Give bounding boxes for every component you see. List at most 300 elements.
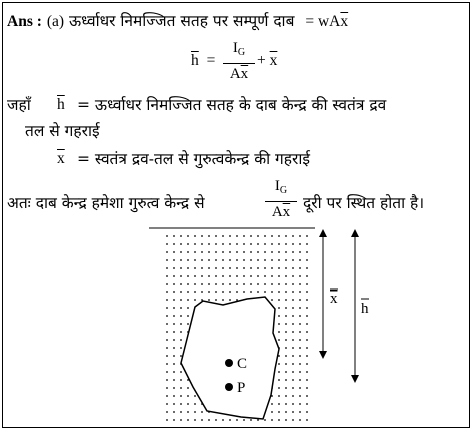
liquid-dot [166,419,168,421]
liquid-dot [299,403,301,405]
liquid-dot [236,275,238,277]
liquid-dot [306,275,308,277]
liquid-dot [166,339,168,341]
liquid-dot [264,291,266,293]
liquid-dot [271,299,273,301]
liquid-dot [292,331,294,333]
liquid-dot [187,419,189,421]
liquid-dot [292,243,294,245]
liquid-dot [187,267,189,269]
liquid-dot [187,307,189,309]
liquid-dot [208,291,210,293]
liquid-dot [180,419,182,421]
liquid-dot [285,411,287,413]
liquid-dot [243,251,245,253]
liquid-dot [166,259,168,261]
liquid-dot [173,259,175,261]
liquid-dot [201,411,203,413]
liquid-dot [222,251,224,253]
liquid-dot [306,347,308,349]
liquid-dot [166,347,168,349]
liquid-dot [257,419,259,421]
liquid-dot [278,395,280,397]
liquid-dot [292,411,294,413]
liquid-dot [292,363,294,365]
liquid-dot [278,363,280,365]
liquid-dot [187,243,189,245]
liquid-dot [278,307,280,309]
liquid-dot [285,355,287,357]
liquid-dot [285,251,287,253]
liquid-dot [187,283,189,285]
liquid-dot [208,299,210,301]
liquid-dot [166,395,168,397]
liquid-dot [299,379,301,381]
liquid-dot [215,243,217,245]
x-depth-label: x [330,291,338,307]
liquid-dot [187,259,189,261]
liquid-dot [285,299,287,301]
liquid-dot [278,403,280,405]
liquid-dot [271,259,273,261]
h-definition-1: = ऊर्ध्वाधर निमज्जित सतह के दाब केन्द्र की स्वतंत्र द्रव [77,96,387,114]
liquid-dot [173,307,175,309]
liquid-dot [278,291,280,293]
liquid-dot [173,339,175,341]
liquid-dot [180,291,182,293]
liquid-dot [299,267,301,269]
liquid-dot [292,235,294,237]
liquid-dot [208,275,210,277]
liquid-dot [278,259,280,261]
liquid-dot [292,395,294,397]
liquid-dot [243,419,245,421]
liquid-dot [299,259,301,261]
liquid-dot [173,363,175,365]
liquid-dot [201,283,203,285]
liquid-dot [187,387,189,389]
liquid-dot [250,251,252,253]
liquid-dot [236,291,238,293]
liquid-dot [173,347,175,349]
liquid-dot [187,395,189,397]
liquid-dot [187,275,189,277]
liquid-dot [166,411,168,413]
total-pressure-text: ऊर्ध्वाधर निमज्जित सतह पर सम्पूर्ण दाब [68,12,295,30]
liquid-dot [257,251,259,253]
liquid-dot [264,275,266,277]
liquid-dot [299,291,301,293]
liquid-dot [180,299,182,301]
liquid-dot [166,403,168,405]
liquid-dot [278,339,280,341]
liquid-dot [285,363,287,365]
formula-rhs: + $\overline{x}$ [257,52,278,69]
liquid-dot [285,259,287,261]
liquid-dot [292,419,294,421]
liquid-dot [306,387,308,389]
liquid-dot [257,267,259,269]
liquid-dot [299,299,301,301]
liquid-dot [306,267,308,269]
liquid-dot [306,395,308,397]
liquid-dot [236,283,238,285]
liquid-dot [292,283,294,285]
liquid-dot [264,235,266,237]
liquid-dot [250,243,252,245]
liquid-dot [173,387,175,389]
liquid-dot [173,379,175,381]
liquid-dot [166,323,168,325]
liquid-dot [306,339,308,341]
liquid-dot [306,283,308,285]
pressure-center-point [225,383,233,391]
liquid-dot [292,307,294,309]
liquid-dot [173,251,175,253]
liquid-dot [222,243,224,245]
liquid-dot [194,395,196,397]
liquid-dot [194,275,196,277]
liquid-dot [292,291,294,293]
liquid-dot [278,379,280,381]
liquid-dot [222,419,224,421]
liquid-dot [278,331,280,333]
x-arrow-head-top [319,229,327,237]
liquid-dot [264,267,266,269]
liquid-dot [180,315,182,317]
liquid-dot [166,283,168,285]
liquid-dot [278,283,280,285]
liquid-dot [180,243,182,245]
liquid-dot [222,259,224,261]
liquid-dot [285,243,287,245]
liquid-dot [180,251,182,253]
liquid-dot [201,291,203,293]
liquid-dot [215,267,217,269]
liquid-dot [173,299,175,301]
liquid-dot [173,243,175,245]
liquid-dot [278,235,280,237]
answer-card [2,2,470,428]
liquid-dot [257,291,259,293]
liquid-dot [229,259,231,261]
liquid-dot [222,299,224,301]
answer-label: Ans : [7,13,42,30]
x-definition: = स्वतंत्र द्रव-तल से गुरुत्वकेन्द्र की गहराई [77,150,310,168]
liquid-dot [194,235,196,237]
liquid-dot [180,323,182,325]
liquid-dot [201,243,203,245]
liquid-dot [236,419,238,421]
liquid-dot [215,291,217,293]
liquid-dot [299,387,301,389]
liquid-dot [278,267,280,269]
liquid-dot [243,275,245,277]
liquid-dot [299,275,301,277]
liquid-dot [173,411,175,413]
conclusion-after: दूरी पर स्थित होता है। [303,194,425,212]
liquid-dot [292,347,294,349]
liquid-dot [285,283,287,285]
liquid-dot [201,251,203,253]
liquid-dot [166,291,168,293]
centroid-point [225,359,233,367]
liquid-dot [278,411,280,413]
liquid-dot [306,411,308,413]
liquid-dot [250,235,252,237]
liquid-dot [173,395,175,397]
liquid-dot [306,371,308,373]
liquid-dot [229,235,231,237]
liquid-dot [166,371,168,373]
liquid-dot [166,387,168,389]
total-pressure-eq: = $wA\overline{x}$ [305,13,349,30]
liquid-dot [306,315,308,317]
liquid-dot [271,235,273,237]
liquid-dot [285,371,287,373]
liquid-dot [278,323,280,325]
liquid-dot [208,267,210,269]
liquid-dot [215,283,217,285]
liquid-dot [299,283,301,285]
liquid-dot [306,259,308,261]
liquid-dot [194,419,196,421]
liquid-dot [271,275,273,277]
liquid-dot [166,275,168,277]
liquid-dot [271,267,273,269]
conclusion-fraction: $I_G$ $A\overline{x}$ [265,177,297,221]
liquid-dot [306,243,308,245]
liquid-dot [187,403,189,405]
liquid-dot [292,387,294,389]
liquid-dot [236,235,238,237]
liquid-dot [208,419,210,421]
liquid-dot [180,235,182,237]
liquid-dot [194,291,196,293]
liquid-dot [243,259,245,261]
h-arrow-head-bottom [351,375,359,383]
liquid-dot [215,251,217,253]
liquid-dot [299,371,301,373]
liquid-dot [292,339,294,341]
liquid-dot [194,259,196,261]
liquid-dot [194,283,196,285]
liquid-dot [229,267,231,269]
liquid-dot [264,251,266,253]
liquid-dot [208,243,210,245]
liquid-dot [166,331,168,333]
where-label: जहाँ [7,96,31,114]
liquid-dot [180,307,182,309]
liquid-dot [173,403,175,405]
liquid-dot [180,411,182,413]
liquid-dot [306,355,308,357]
submerged-surface [181,297,279,419]
liquid-dot [271,403,273,405]
liquid-dot [180,347,182,349]
liquid-dot [271,251,273,253]
liquid-dot [173,331,175,333]
liquid-dot [306,419,308,421]
liquid-dot [292,371,294,373]
liquid-dot [173,283,175,285]
liquid-dot [285,235,287,237]
liquid-dot [264,259,266,261]
liquid-dot [215,275,217,277]
liquid-dot [271,411,273,413]
liquid-dot [201,267,203,269]
liquid-dot [187,291,189,293]
liquid-dot [285,419,287,421]
liquid-dot [187,299,189,301]
liquid-dot [236,243,238,245]
liquid-dot [180,275,182,277]
liquid-dot [229,251,231,253]
liquid-dot [285,347,287,349]
liquid-dot [201,275,203,277]
liquid-dot [173,371,175,373]
liquid-dot [278,243,280,245]
liquid-dot [285,395,287,397]
formula-lhs: $\overline{h}$ = [191,52,216,69]
liquid-dot [299,355,301,357]
liquid-dot [271,283,273,285]
liquid-dot [180,339,182,341]
liquid-dot [292,323,294,325]
liquid-dot [257,275,259,277]
liquid-dot [306,307,308,309]
liquid-dot [278,251,280,253]
liquid-dot [285,291,287,293]
liquid-dot [173,315,175,317]
liquid-dot [285,331,287,333]
liquid-dot [215,259,217,261]
liquid-dot [306,235,308,237]
liquid-dot [187,315,189,317]
liquid-dot [257,243,259,245]
liquid-dot [222,235,224,237]
liquid-dot [299,339,301,341]
liquid-dot [306,299,308,301]
liquid-dot [236,251,238,253]
liquid-dot [299,251,301,253]
liquid-dot [222,283,224,285]
liquid-dot [187,235,189,237]
liquid-dot [306,291,308,293]
liquid-dot [215,419,217,421]
liquid-dot [306,363,308,365]
liquid-dot [299,363,301,365]
liquid-dot [180,331,182,333]
liquid-dot [180,403,182,405]
liquid-dot [173,355,175,357]
liquid-dot [166,363,168,365]
liquid-dot [229,275,231,277]
liquid-dot [194,243,196,245]
liquid-dot [194,251,196,253]
liquid-dot [250,259,252,261]
liquid-dot [166,299,168,301]
liquid-dot [299,243,301,245]
liquid-dot [201,419,203,421]
pressure-center-label: P [237,380,246,396]
liquid-dot [180,283,182,285]
x-symbol: $\overline{x}$ [57,150,65,167]
liquid-dot [306,379,308,381]
liquid-dot [229,299,231,301]
liquid-dot [180,379,182,381]
liquid-dot [222,275,224,277]
liquid-dot [229,291,231,293]
liquid-dot [285,339,287,341]
liquid-dot [208,251,210,253]
liquid-dot [306,323,308,325]
part-label: (a) [46,13,65,30]
liquid-dot [285,307,287,309]
liquid-dot [180,387,182,389]
liquid-dot [292,251,294,253]
liquid-dot [166,379,168,381]
liquid-dot [278,315,280,317]
liquid-dot [285,387,287,389]
liquid-dot [264,419,266,421]
h-definition-2: तल से गहराई [25,122,100,140]
h-depth-label: h [361,301,369,317]
liquid-dot [292,275,294,277]
liquid-dot [299,395,301,397]
h-symbol: $\overline{h}$ [57,96,65,113]
pressure-diagram [3,3,471,429]
liquid-dot [173,291,175,293]
liquid-dot [173,267,175,269]
liquid-dot [278,299,280,301]
liquid-dot [173,323,175,325]
liquid-dot [278,371,280,373]
liquid-dot [180,259,182,261]
liquid-dot [285,323,287,325]
liquid-dot [180,355,182,357]
liquid-dot [187,323,189,325]
liquid-dot [180,395,182,397]
liquid-dot [299,323,301,325]
liquid-dot [306,403,308,405]
liquid-dot [250,419,252,421]
liquid-dot [292,267,294,269]
liquid-dot [264,283,266,285]
liquid-dot [166,251,168,253]
liquid-dot [271,291,273,293]
liquid-dot [166,243,168,245]
liquid-dot [306,251,308,253]
liquid-dot [194,411,196,413]
liquid-dot [215,299,217,301]
liquid-dot [299,419,301,421]
liquid-dot [285,379,287,381]
liquid-dot [278,275,280,277]
liquid-dot [194,299,196,301]
liquid-dot [271,243,273,245]
liquid-dot [166,307,168,309]
liquid-dot [299,235,301,237]
liquid-dot [250,267,252,269]
liquid-dot [299,331,301,333]
liquid-dot [299,307,301,309]
liquid-dot [243,291,245,293]
x-arrow-head-bottom [319,351,327,359]
liquid-dot [250,283,252,285]
formula-fraction: $I_G$ $A\overline{x}$ [223,39,255,83]
liquid-dot [229,283,231,285]
